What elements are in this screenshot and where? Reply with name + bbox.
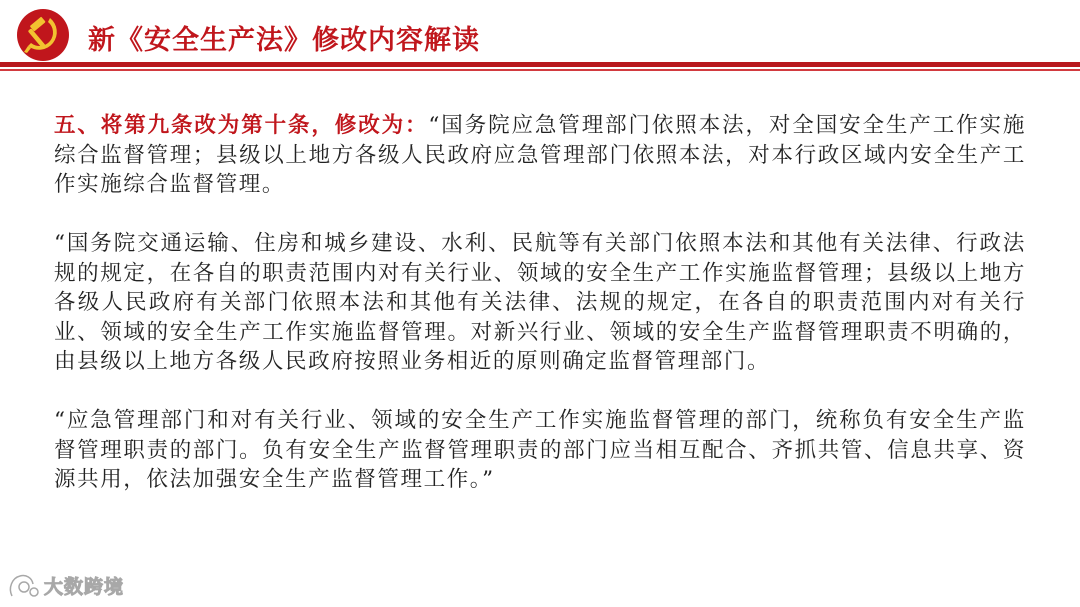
paragraph-1-lead: 五、将第九条改为第十条，修改为： <box>54 113 429 138</box>
paragraph-1 <box>54 111 1026 200</box>
watermark-text: 大数跨境 <box>44 575 125 598</box>
paragraph-3: “应急管理部门和对有关行业、领域的安全生产工作实施监督管理的部门，统称负有安全生产监督管理职责的部门。负有安全生产监督管理职责的部门应当相互配合、齐抓共管、信息共享、资源共用，依法加强安全生产监督管理工作。” <box>54 408 1026 492</box>
article-body <box>54 111 1026 524</box>
watermark <box>6 568 124 602</box>
paragraph-2: “国务院交通运输、住房和城乡建设、水利、民航等有关部门依照本法和其他有关法律、行政法规的规定，在各自的职责范围内对有关行业、领域的安全生产工作实施监督管理；县级以上地方各级人民政府有关部门依照本法和其他有关法律、法规的规定，在各自的职责范围内对有关行业、领域的安全生产工作实施监督管理。对新兴行业、领域的安全生产监督管理职责不明确的，由县级以上地方各级人民政府按照业务相近的原则确定监督管理部门。 <box>54 231 1026 374</box>
party-emblem-icon <box>16 8 70 62</box>
paragraph-1-body: “国务院应急管理部门依照本法，对全国安全生产工作实施综合监督管理；县级以上地方各级人民政府应急管理部门依照本法，对本行政区域内安全生产工作实施综合监督管理。 <box>54 113 1026 197</box>
header-divider-thin <box>0 69 1080 71</box>
brand-logo-icon <box>6 570 40 600</box>
header-divider <box>0 62 1080 67</box>
slide-header <box>0 0 1080 70</box>
page-title: 新《安全生产法》修改内容解读 <box>88 25 480 56</box>
